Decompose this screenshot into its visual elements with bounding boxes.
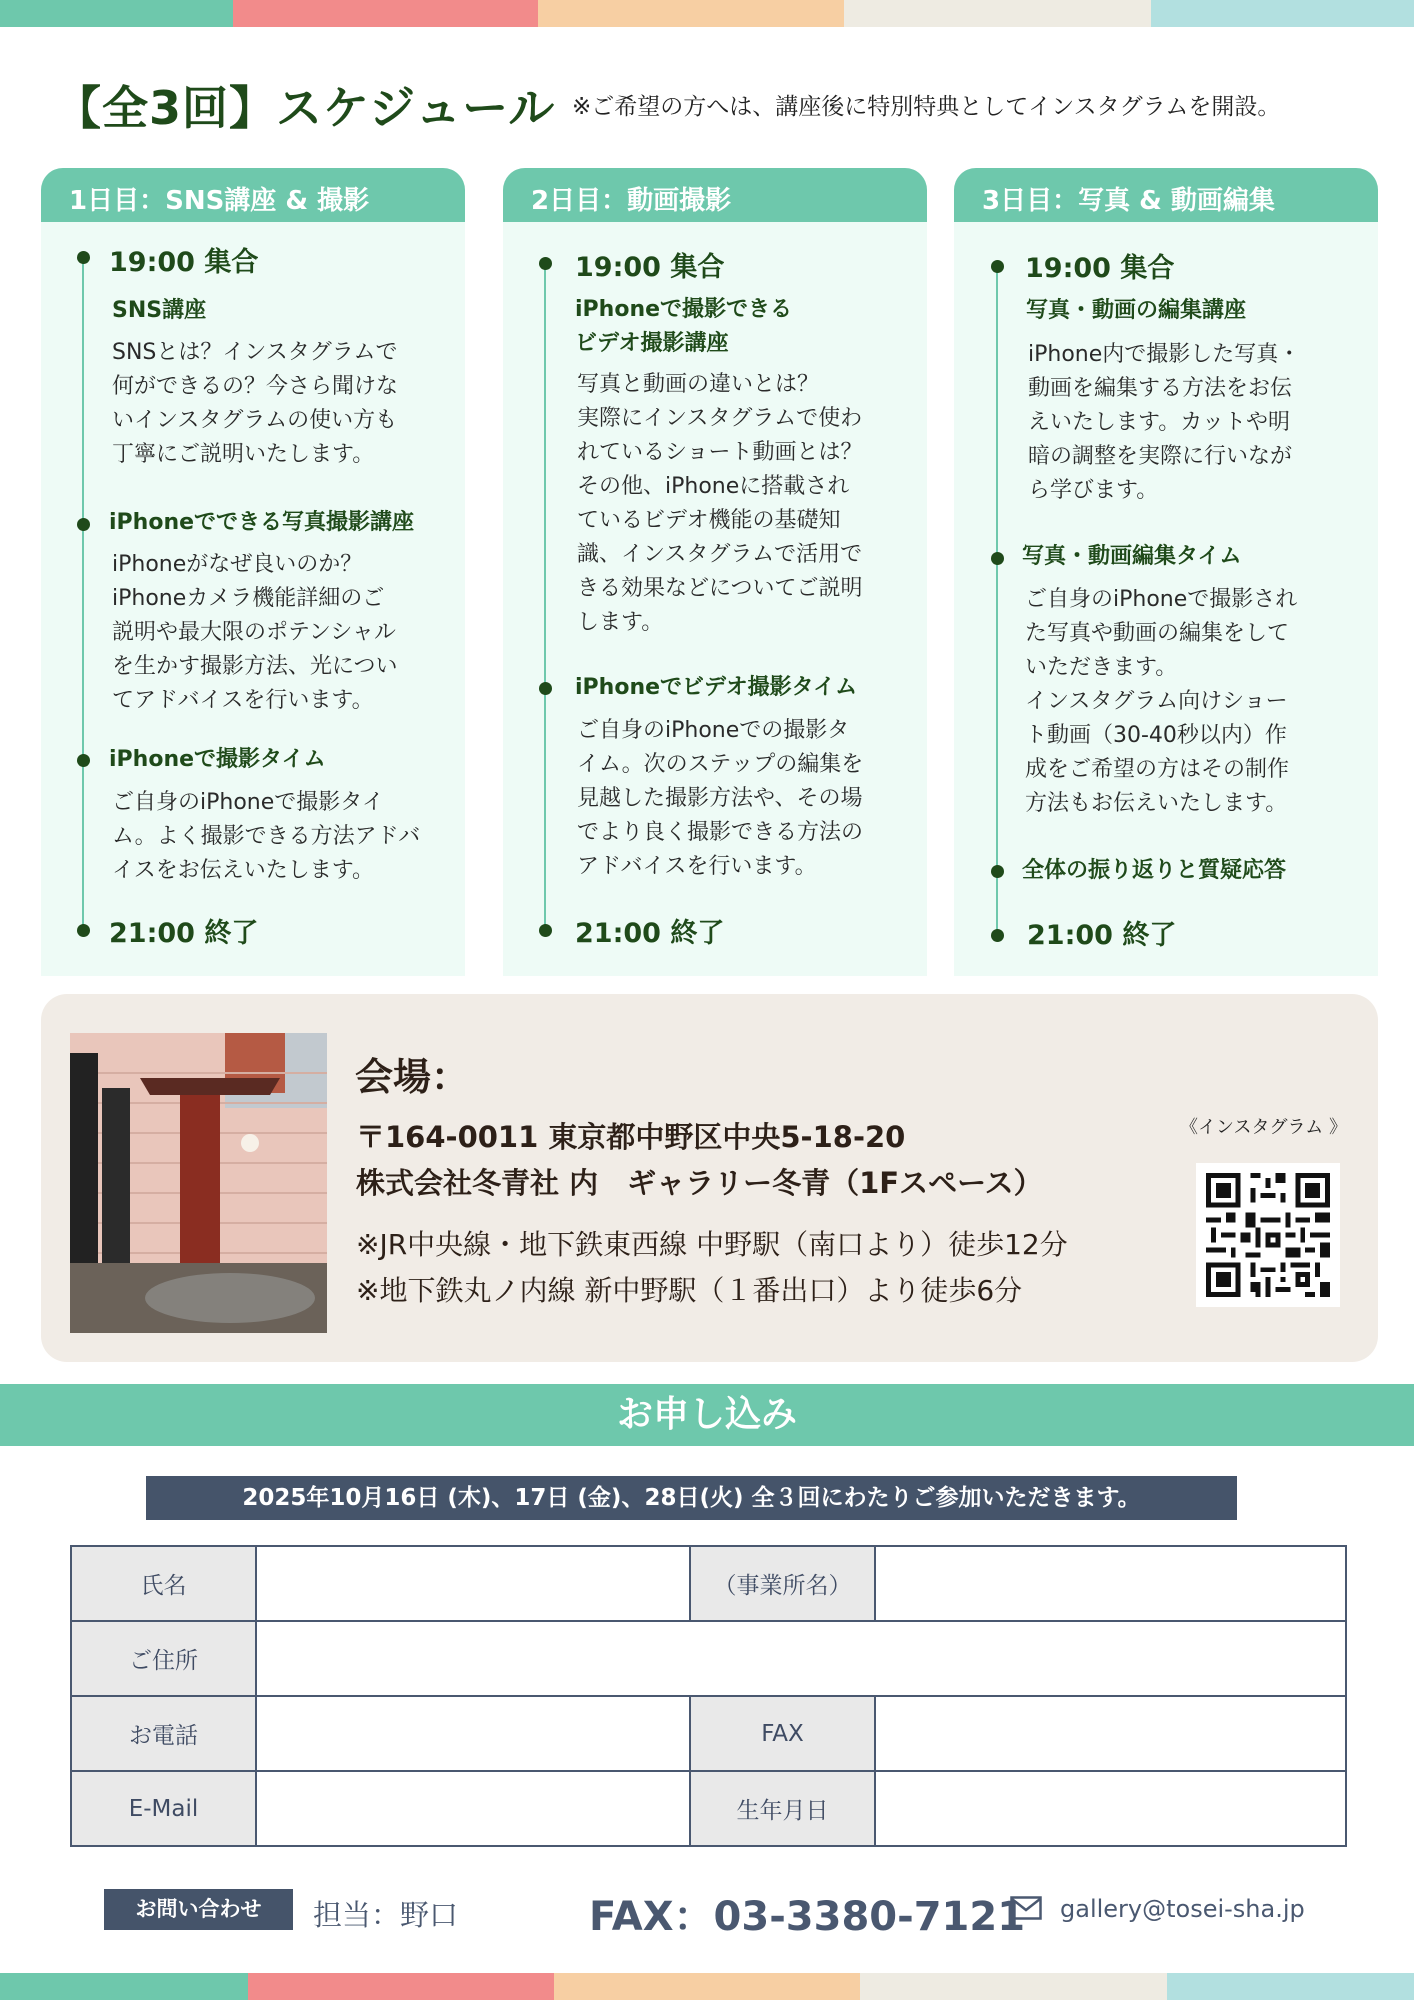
item-title: 全体の振り返りと質疑応答 [1022,858,1287,883]
top-color-stripe [0,0,1414,27]
timeline-dot [77,518,90,531]
item-body: ご自身のiPhoneで撮影され た写真や動画の編集をして いただきます。 インスタグラム向けショー ト動画（30-40秒以内）作 成をご希望の方はその制作 方法もお伝えいたします。 [1025,587,1298,816]
application-heading: お申し込み [0,1384,1414,1446]
item-body: iPhone内で撮影した写真・ 動画を編集する方法をお伝 えいたします。カットや明 暗の調整を実際に行いなが ら学びます。 [1028,342,1301,503]
address-field[interactable] [256,1621,1346,1696]
start-time: 19:00 集合 [1025,253,1175,284]
contact-person: 担当：野口 [313,1898,459,1932]
timeline-dot [77,754,90,767]
address-label: ご住所 [71,1621,256,1696]
birthdate-field[interactable] [875,1771,1346,1846]
table-row [71,1621,1346,1696]
item-body: 写真と動画の違いとは？ 実際にインスタグラムで使わ れているショート動画とは？ その他、iPhoneに搭載され ているビデオ機能の基礎知 識、インスタグラムで活用で きる効果などについてご説明 します。 [577,372,863,635]
item-body: ご自身のiPhoneで撮影タイ ム。よく撮影できる方法アドバ イスをお伝えいたします。 [112,790,421,883]
timeline-dot [77,251,90,264]
timeline-dot [991,865,1004,878]
timeline-dot [539,924,552,937]
start-time: 19:00 集合 [109,247,259,278]
table-row [71,1546,1346,1621]
instagram-qr-code[interactable] [1196,1163,1340,1307]
timeline-dot [991,929,1004,942]
day-heading: 2日目：動画撮影 [503,168,927,222]
schedule-note: ※ご希望の方へは、講座後に特別特典としてインスタグラムを開設。 [572,94,1281,120]
fax-field[interactable] [875,1696,1346,1771]
day-heading: 1日目：SNS講座 & 撮影 [41,168,465,222]
venue-access: ※JR中央線・地下鉄東西線 中野駅（南口より）徒歩12分 ※地下鉄丸ノ内線 新中野駅（１番出口）より徒歩6分 [356,1228,1068,1307]
venue-label: 会場： [355,1055,470,1099]
item-body: iPhoneがなぜ良いのか？ iPhoneカメラ機能詳細のご 説明や最大限のポテンシャル を生かす撮影方法、光につい てアドバイスを行います。 [112,552,398,713]
table-row [71,1771,1346,1846]
contact-tag: お問い合わせ [104,1889,293,1930]
application-dates: 2025年10月16日 (木)、17日 (金)、28日(火) 全３回にわたりご参加いただきます。 [146,1476,1237,1520]
contact-fax: FAX：03-3380-7121 [589,1894,1026,1940]
table-row [71,1696,1346,1771]
timeline-dot [539,682,552,695]
timeline-line [996,266,998,936]
end-time: 21:00 終了 [109,918,259,949]
schedule-title: 【全3回】スケジュール [55,81,556,135]
email-label: E-Mail [71,1771,256,1846]
phone-label: お電話 [71,1696,256,1771]
application-form [70,1545,1347,1847]
end-time: 21:00 終了 [575,918,725,949]
fax-label: FAX [690,1696,875,1771]
mail-icon [1010,1896,1042,1924]
office-label: （事業所名） [690,1546,875,1621]
name-field[interactable] [256,1546,690,1621]
item-body: SNSとは？インスタグラムで 何ができるの？今さら聞けな いインスタグラムの使い方も 丁寧にご説明いたします。 [112,340,399,467]
timeline-dot [539,257,552,270]
timeline-line [82,257,84,930]
end-time: 21:00 終了 [1027,920,1177,951]
item-title: iPhoneで撮影できる ビデオ撮影講座 [575,297,793,356]
item-title: 写真・動画の編集講座 [1026,298,1247,323]
contact-email-link[interactable]: gallery@tosei-sha.jp [1060,1895,1305,1923]
name-label: 氏名 [71,1546,256,1621]
venue-address: 〒164-0011 東京都中野区中央5-18-20 株式会社冬青社 内 ギャラリー冬青（1Fスペース） [356,1120,1043,1200]
birthdate-label: 生年月日 [690,1771,875,1846]
office-field[interactable] [875,1546,1346,1621]
item-title: 写真・動画編集タイム [1022,544,1242,569]
timeline-line [544,263,546,930]
day-heading: 3日目：写真 & 動画編集 [954,168,1378,222]
item-title: iPhoneでビデオ撮影タイム [575,675,858,700]
phone-field[interactable] [256,1696,690,1771]
start-time: 19:00 集合 [575,252,725,283]
timeline-dot [991,552,1004,565]
timeline-dot [77,924,90,937]
item-body: ご自身のiPhoneでの撮影タ イム。次のステップの編集を 見越した撮影方法や、その場 でより良く撮影できる方法の アドバイスを行います。 [577,718,864,879]
item-title: SNS講座 [112,298,207,323]
email-field[interactable] [256,1771,690,1846]
item-title: iPhoneでできる写真撮影講座 [109,510,415,535]
item-title: iPhoneで撮影タイム [109,747,326,772]
venue-photo [70,1033,327,1333]
bottom-color-stripe [0,1973,1414,2000]
qr-label: 《インスタグラム 》 [1180,1117,1348,1138]
timeline-dot [991,260,1004,273]
